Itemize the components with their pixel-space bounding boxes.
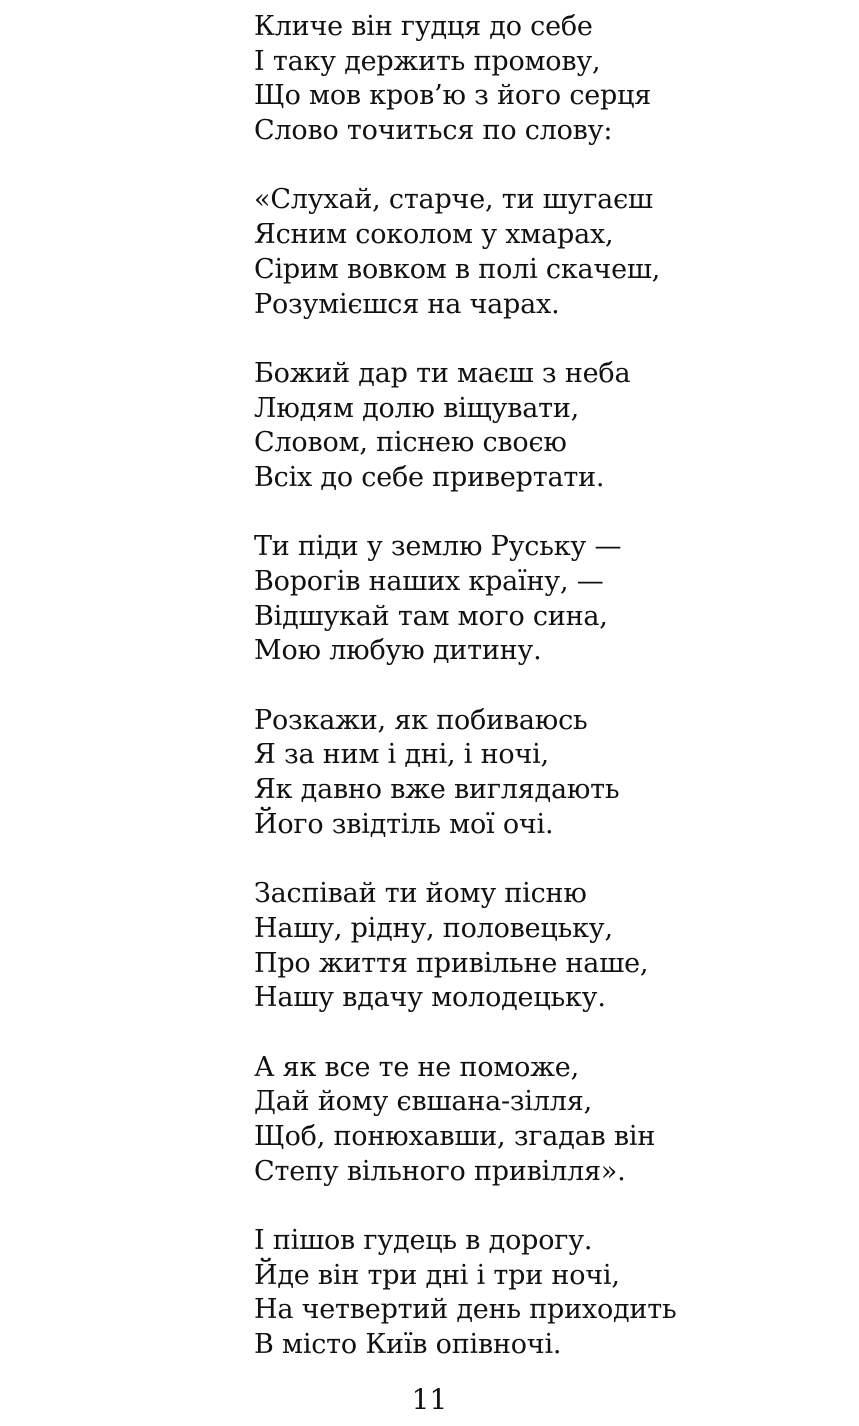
poem-line: Ворогів наших країну, — (254, 566, 604, 597)
poem-line: Сірим вовком в полі скачеш, (254, 253, 661, 285)
page-number: 11 (411, 1383, 448, 1416)
stanza-3 (254, 357, 814, 496)
poem-line: Щоб, понюхавши, згадав він (254, 1121, 656, 1152)
poem-line: Нашу вдачу молодецьку. (254, 982, 606, 1014)
poem-line: Як давно вже виглядають (254, 774, 620, 806)
poem-line: І пішов гудець в дорогу. (254, 1225, 593, 1257)
poem-line: Всіх до себе привертати. (254, 461, 605, 493)
stanza-2 (254, 183, 814, 322)
poem-line: Йде він три дні і три ночі, (254, 1259, 620, 1291)
stanza-1 (254, 10, 814, 149)
poem-line: Мою любую дитину. (254, 635, 542, 667)
poem-line: Ти піди у землю Руську — (254, 531, 622, 563)
poem-line: Слово точиться по слову: (254, 115, 613, 147)
poem-line: Словом, піснею своєю (254, 427, 567, 459)
poem-line: Його звідтіль мої очі. (254, 808, 554, 840)
stanza-4 (254, 530, 814, 669)
poem-line: Кличе він гудця до себе (254, 11, 593, 42)
poem-line: А як все те не поможе, (254, 1051, 579, 1083)
poem-line: Людям долю віщувати, (254, 392, 580, 424)
poem-line: І таку держить промову, (254, 45, 601, 77)
poem-line: Дай йому євшана-зілля, (254, 1086, 592, 1118)
poem-line: Про життя привільне наше, (254, 947, 649, 979)
poem-text (254, 10, 814, 1398)
poem-line: Божий дар ти маєш з неба (254, 357, 631, 389)
stanza-5 (254, 704, 814, 843)
stanza-6 (254, 877, 814, 1016)
poem-line: Степу вільного привілля». (254, 1155, 626, 1187)
poem-line: Розумієшся на чарах. (254, 288, 560, 320)
poem-line: «Слухай, старче, ти шугаєш (254, 184, 653, 216)
stanza-8 (254, 1224, 814, 1363)
poem-line: В місто Київ опівночі. (254, 1329, 562, 1361)
poem-line: На четвертий день приходить (254, 1294, 677, 1326)
poem-line: Ясним соколом у хмарах, (254, 219, 614, 251)
poem-line: Розкажи, як побиваюсь (254, 704, 588, 736)
poem-line: Відшукай там мого сина, (254, 600, 608, 632)
poem-line: Нашу, рідну, половецьку, (254, 912, 613, 944)
poem-line: Заспівай ти йому пісню (254, 878, 587, 910)
poem-line: Що мов кров’ю з його серця (254, 80, 652, 112)
poem-line: Я за ним і дні, і ночі, (254, 739, 549, 771)
stanza-7 (254, 1051, 814, 1190)
